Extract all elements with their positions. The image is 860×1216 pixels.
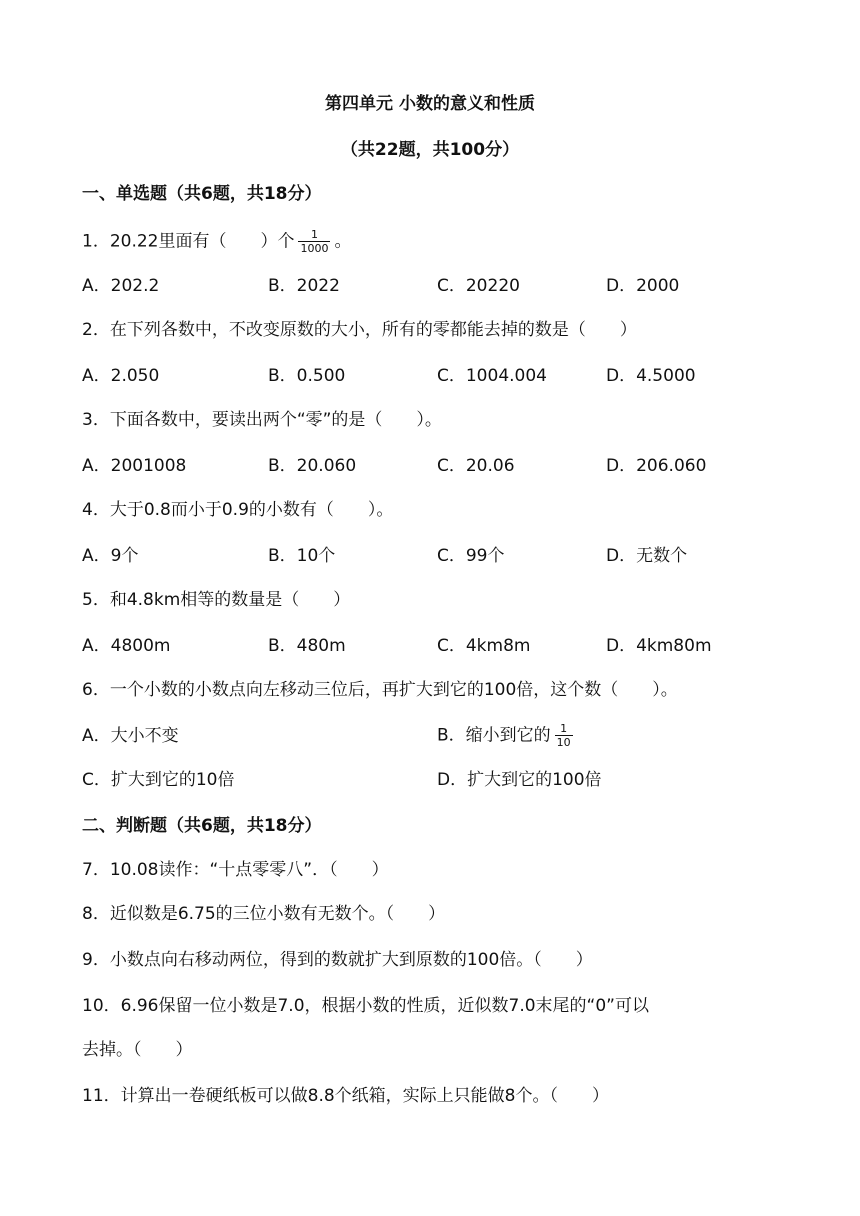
question-10-line-2: 去掉。（ ） — [82, 1040, 193, 1060]
question-2-option-a: A．2.050 — [82, 366, 160, 386]
question-3-option-a: A．2001008 — [82, 456, 187, 476]
fraction-denominator: 10 — [556, 736, 571, 749]
question-2-stem: 2．在下列各数中，不改变原数的大小，所有的零都能去掉的数是（ ） — [82, 320, 637, 340]
question-4-option-d: D．无数个 — [606, 546, 688, 566]
question-5-stem: 5．和4.8km相等的数量是（ ） — [82, 590, 351, 610]
question-10-line-1: 10．6.96保留一位小数是7.0，根据小数的性质，近似数7.0末尾的“0”可以 — [82, 996, 649, 1016]
question-9: 9．小数点向右移动两位，得到的数就扩大到原数的100倍。（ ） — [82, 950, 593, 970]
question-1-fraction — [298, 228, 330, 255]
question-2-option-c: C．1004.004 — [437, 366, 547, 386]
question-5-option-c: C．4km8m — [437, 636, 531, 656]
question-3-option-c: C．20.06 — [437, 456, 515, 476]
question-6-option-b-text: B．缩小到它的 — [437, 725, 551, 746]
question-6-option-d: D．扩大到它的100倍 — [437, 770, 602, 790]
question-5-option-b: B．480m — [268, 636, 346, 656]
page-subtitle: （共22题，共100分） — [340, 140, 520, 160]
question-7: 7．10.08读作：“十点零零八”．（ ） — [82, 860, 389, 880]
fraction-numerator: 1 — [555, 722, 573, 736]
question-3-stem: 3．下面各数中，要读出两个“零”的是（ ）。 — [82, 410, 442, 430]
question-5-option-d: D．4km80m — [606, 636, 712, 656]
question-2-option-b: B．0.500 — [268, 366, 346, 386]
section-heading-single-choice: 一、单选题（共6题，共18分） — [82, 184, 322, 204]
fraction-denominator: 1000 — [300, 242, 329, 255]
question-1-stem: 1．20.22里面有（ ）个 — [82, 231, 295, 252]
question-5-option-a: A．4800m — [82, 636, 171, 656]
question-11: 11．计算出一卷硬纸板可以做8.8个纸箱，实际上只能做8个。（ ） — [82, 1086, 609, 1106]
page-title: 第四单元 小数的意义和性质 — [325, 94, 535, 114]
question-6-option-b — [437, 722, 577, 749]
question-1-option-b: B．2022 — [268, 276, 340, 296]
question-4-option-b: B．10个 — [268, 546, 336, 566]
question-6-option-c: C．扩大到它的10倍 — [82, 770, 235, 790]
question-1-stem-end: 。 — [334, 231, 352, 252]
question-3-option-d: D．206.060 — [606, 456, 707, 476]
question-8: 8．近似数是6.75的三位小数有无数个。（ ） — [82, 904, 446, 924]
question-1 — [82, 228, 351, 255]
question-6-option-a: A．大小不变 — [82, 726, 179, 746]
question-6-stem: 6．一个小数的小数点向左移动三位后，再扩大到它的100倍，这个数（ ）。 — [82, 680, 678, 700]
question-4-stem: 4．大于0.8而小于0.9的小数有（ ）。 — [82, 500, 394, 520]
question-2-option-d: D．4.5000 — [606, 366, 696, 386]
question-4-option-a: A．9个 — [82, 546, 139, 566]
fraction-numerator: 1 — [298, 228, 330, 242]
question-6-option-b-fraction — [555, 722, 573, 749]
question-1-option-a: A．202.2 — [82, 276, 160, 296]
question-3-option-b: B．20.060 — [268, 456, 357, 476]
section-heading-true-false: 二、判断题（共6题，共18分） — [82, 816, 322, 836]
question-1-option-c: C．20220 — [437, 276, 520, 296]
question-1-option-d: D．2000 — [606, 276, 680, 296]
question-4-option-c: C．99个 — [437, 546, 505, 566]
